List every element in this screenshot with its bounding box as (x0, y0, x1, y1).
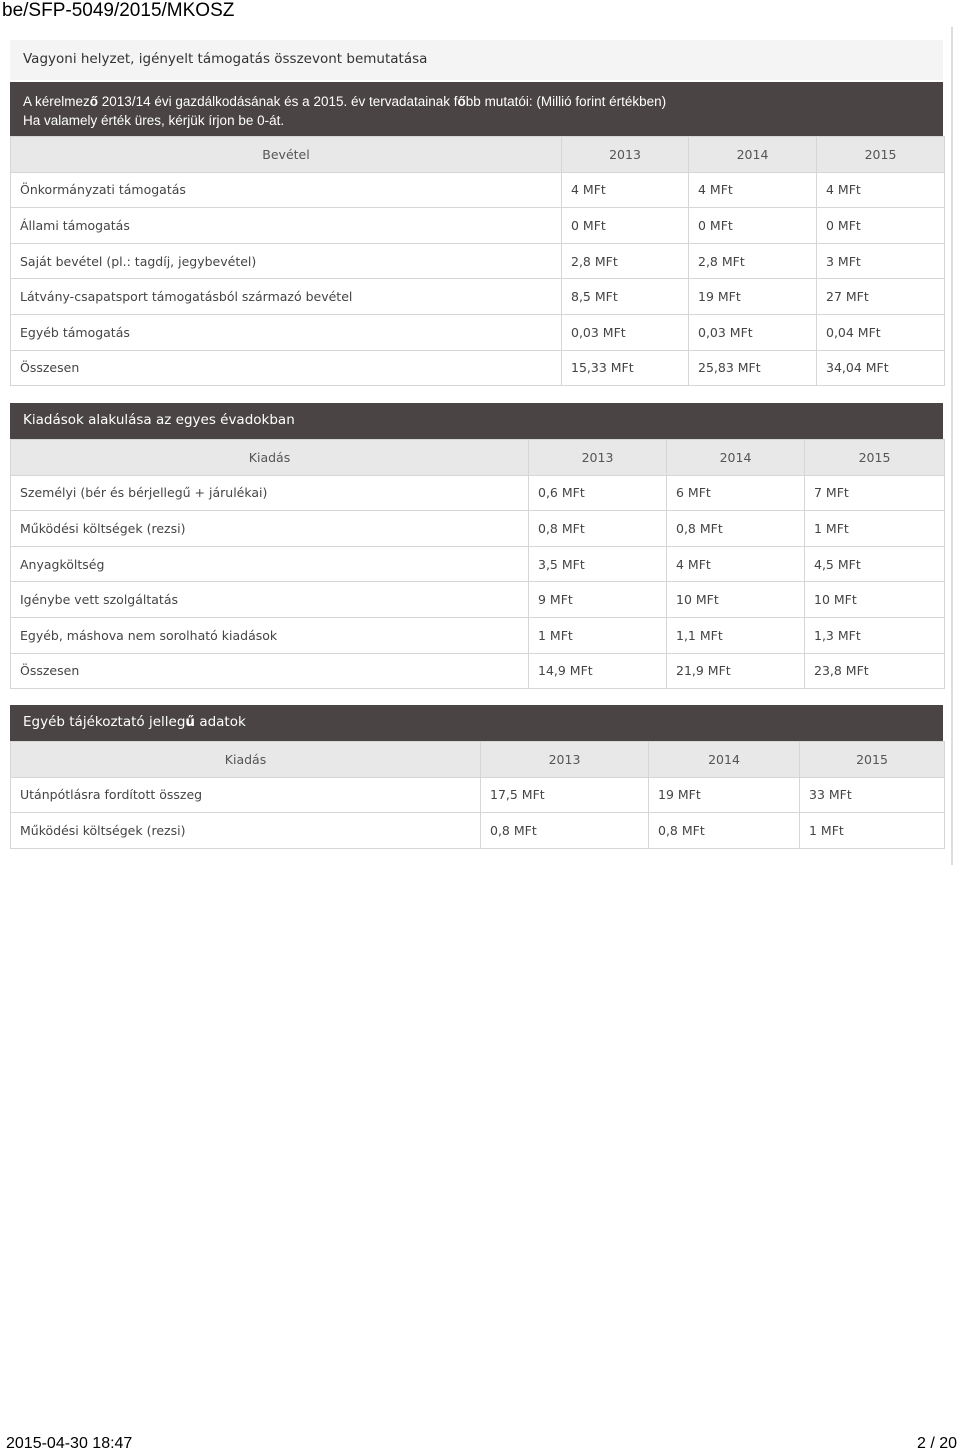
cell-2013: 0,03 MFt (562, 314, 689, 350)
column-header: Kiadás (11, 440, 529, 476)
row-label: Működési költségek (rezsi) (11, 813, 481, 849)
intro-bar (10, 82, 943, 136)
cell-2013: 0,8 MFt (529, 511, 667, 547)
cell-2014: 4 MFt (667, 546, 805, 582)
row-label: Állami támogatás (11, 208, 562, 244)
row-label: Önkormányzati támogatás (11, 172, 562, 208)
column-header: 2014 (667, 440, 805, 476)
footer-timestamp: 2015-04-30 18:47 (6, 1435, 133, 1452)
column-header: 2015 (805, 440, 945, 476)
row-label: Igénybe vett szolgáltatás (11, 582, 529, 618)
cell-2015: 27 MFt (817, 279, 945, 315)
other-header-row (11, 742, 945, 778)
cell-2015: 23,8 MFt (805, 653, 945, 689)
cell-2013: 0,8 MFt (481, 813, 649, 849)
row-label: Személyi (bér és bérjellegű + járulékai) (11, 475, 529, 511)
cell-2014: 6 MFt (667, 475, 805, 511)
column-header: 2013 (529, 440, 667, 476)
page-heading: Vagyoni helyzet, igényelt támogatás összevont bemutatása (10, 40, 943, 80)
cell-2014: 0,03 MFt (689, 314, 817, 350)
cell-2013: 17,5 MFt (481, 777, 649, 813)
row-label: Anyagköltség (11, 546, 529, 582)
cell-2015: 0,04 MFt (817, 314, 945, 350)
document-id: be/SFP-5049/2015/MKOSZ (2, 0, 235, 21)
cell-2014: 0 MFt (689, 208, 817, 244)
cell-2015: 7 MFt (805, 475, 945, 511)
cell-2013: 2,8 MFt (562, 243, 689, 279)
expense-header-row (11, 440, 945, 476)
table-row (11, 314, 945, 350)
row-label: Egyéb támogatás (11, 314, 562, 350)
cell-2013: 8,5 MFt (562, 279, 689, 315)
cell-2014: 4 MFt (689, 172, 817, 208)
column-header: 2014 (689, 137, 817, 173)
cell-2013: 4 MFt (562, 172, 689, 208)
column-header: 2013 (562, 137, 689, 173)
cell-2013: 0 MFt (562, 208, 689, 244)
cell-2014: 19 MFt (649, 777, 800, 813)
income-table (10, 136, 945, 386)
cell-2013: 1 MFt (529, 617, 667, 653)
table-row (11, 582, 945, 618)
intro-line-1: A kérelmező 2013/14 évi gazdálkodásának és a 2015. év tervadatainak főbb mutatói: (Millió forint értékben) (23, 94, 667, 109)
table-row (11, 279, 945, 315)
cell-2015: 1,3 MFt (805, 617, 945, 653)
cell-2015: 34,04 MFt (817, 350, 945, 386)
column-header: 2015 (817, 137, 945, 173)
cell-2015: 33 MFt (800, 777, 945, 813)
table-row (11, 208, 945, 244)
total-row (11, 350, 945, 386)
cell-2014: 2,8 MFt (689, 243, 817, 279)
cell-2014: 1,1 MFt (667, 617, 805, 653)
table-row (11, 172, 945, 208)
footer-page-number: 2 / 20 (916, 1435, 957, 1452)
cell-2015: 3 MFt (817, 243, 945, 279)
cell-2013: 3,5 MFt (529, 546, 667, 582)
row-label: Saját bevétel (pl.: tagdíj, jegybevétel) (11, 243, 562, 279)
intro-line-2: Ha valamely érték üres, kérjük írjon be 0-át. (23, 113, 285, 128)
column-header: 2015 (800, 742, 945, 778)
cell-2015: 10 MFt (805, 582, 945, 618)
other-section-title: Egyéb tájékoztató jellegű adatok (10, 705, 943, 741)
row-label: Látvány-csapatsport támogatásból származó bevétel (11, 279, 562, 315)
cell-2013: 15,33 MFt (562, 350, 689, 386)
table-row (11, 475, 945, 511)
column-header: 2014 (649, 742, 800, 778)
table-row (11, 777, 945, 813)
cell-2014: 0,8 MFt (667, 511, 805, 547)
cell-2014: 25,83 MFt (689, 350, 817, 386)
cell-2014: 19 MFt (689, 279, 817, 315)
row-label: Utánpótlásra fordított összeg (11, 777, 481, 813)
row-label: Összesen (11, 350, 562, 386)
column-header: 2013 (481, 742, 649, 778)
other-data-table (10, 741, 945, 849)
cell-2014: 21,9 MFt (667, 653, 805, 689)
table-row (11, 617, 945, 653)
cell-2015: 1 MFt (805, 511, 945, 547)
table-row (11, 546, 945, 582)
table-row (11, 243, 945, 279)
cell-2013: 9 MFt (529, 582, 667, 618)
total-row (11, 653, 945, 689)
column-header: Kiadás (11, 742, 481, 778)
income-header-row (11, 137, 945, 173)
expense-table (10, 439, 945, 689)
table-row (11, 511, 945, 547)
cell-2015: 0 MFt (817, 208, 945, 244)
row-label: Összesen (11, 653, 529, 689)
cell-2015: 1 MFt (800, 813, 945, 849)
expense-section-title: Kiadások alakulása az egyes évadokban (10, 403, 943, 439)
cell-2014: 0,8 MFt (649, 813, 800, 849)
cell-2013: 14,9 MFt (529, 653, 667, 689)
cell-2015: 4,5 MFt (805, 546, 945, 582)
cell-2015: 4 MFt (817, 172, 945, 208)
cell-2014: 10 MFt (667, 582, 805, 618)
column-header: Bevétel (11, 137, 562, 173)
row-label: Működési költségek (rezsi) (11, 511, 529, 547)
table-row (11, 813, 945, 849)
cell-2013: 0,6 MFt (529, 475, 667, 511)
row-label: Egyéb, máshova nem sorolható kiadások (11, 617, 529, 653)
